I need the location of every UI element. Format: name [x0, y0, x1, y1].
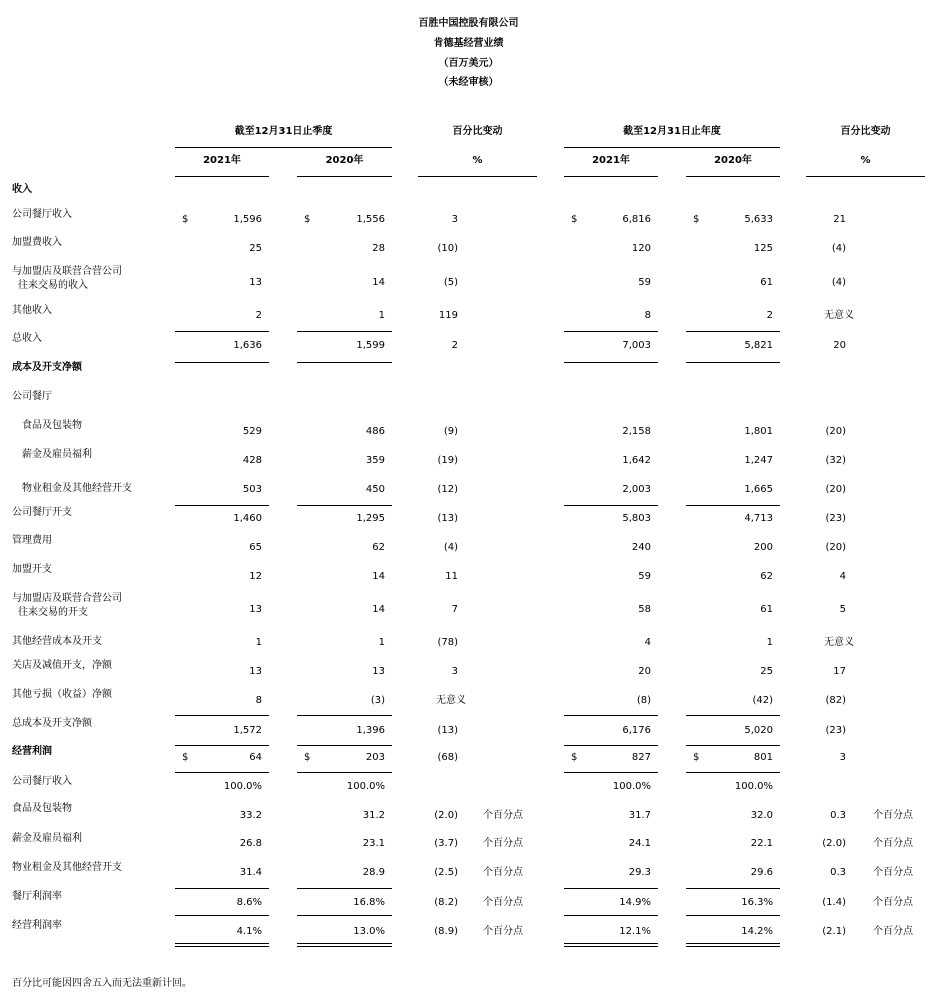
- pct-change-cell: (2.5): [434, 867, 458, 878]
- table-cell: 64: [249, 752, 262, 763]
- pct-change-cell: 3: [839, 752, 846, 763]
- table-cell: 62: [760, 571, 773, 582]
- row-label: 管理费用: [12, 535, 52, 546]
- row-label-line2: 往来交易的开支: [18, 607, 88, 618]
- table-cell: 240: [631, 542, 651, 553]
- table-cell: 14: [372, 571, 385, 582]
- table-cell: 20: [638, 666, 651, 677]
- table-cell: 26.8: [239, 838, 262, 849]
- row-label: 其他亏损（收益）净额: [12, 689, 112, 700]
- row-label: 收入: [12, 184, 32, 195]
- pct-change-cell: (23): [825, 725, 846, 736]
- table-cell: 61: [760, 604, 773, 615]
- table-cell: 529: [242, 426, 262, 437]
- table-cell: 2: [255, 310, 262, 321]
- table-cell: 31.2: [362, 810, 385, 821]
- table-cell: 6,816: [622, 214, 651, 225]
- currency-symbol: $: [304, 214, 311, 225]
- table-cell: 1,801: [744, 426, 773, 437]
- ppt-unit-label: 个百分点: [483, 838, 523, 849]
- table-cell: 200: [753, 542, 773, 553]
- pct-change-cell: (68): [437, 752, 458, 763]
- table-cell: 503: [242, 484, 262, 495]
- table-cell: 16.3%: [741, 897, 773, 908]
- table-cell: 1: [766, 637, 773, 648]
- table-cell: 359: [365, 455, 385, 466]
- table-cell: 29.3: [628, 867, 651, 878]
- pct-change-cell: (8.9): [434, 926, 458, 937]
- table-cell: 1,642: [622, 455, 651, 466]
- table-cell: 1: [255, 637, 262, 648]
- table-cell: 5,020: [744, 725, 773, 736]
- row-label: 食品及包装物: [12, 803, 72, 814]
- table-cell: 62: [372, 542, 385, 553]
- table-cell: 801: [753, 752, 773, 763]
- table-cell: 1: [378, 637, 385, 648]
- table-cell: 28: [372, 243, 385, 254]
- table-cell: 827: [631, 752, 651, 763]
- table-cell: 16.8%: [353, 897, 385, 908]
- ppt-unit-label: 个百分点: [483, 810, 523, 821]
- pct-change-cell: 无意义: [824, 310, 854, 321]
- currency-symbol: $: [693, 214, 700, 225]
- row-label: 薪金及雇员福利: [12, 833, 82, 844]
- pct-change-cell: (13): [437, 513, 458, 524]
- table-cell: 14: [372, 604, 385, 615]
- table-cell: 23.1: [362, 838, 385, 849]
- row-label: 经营利润率: [12, 920, 62, 931]
- ppt-unit-label: 个百分点: [873, 810, 913, 821]
- table-cell: 12.1%: [619, 926, 651, 937]
- row-label: 公司餐厅: [12, 391, 52, 402]
- table-cell: 4.1%: [236, 926, 262, 937]
- row-label: 成本及开支净额: [12, 362, 82, 373]
- table-cell: 120: [631, 243, 651, 254]
- table-cell: 203: [365, 752, 385, 763]
- table-cell: 32.0: [750, 810, 773, 821]
- quarter-group-header: 截至12月31日止季度: [234, 126, 333, 137]
- table-cell: 2,158: [622, 426, 651, 437]
- year-group-header: 截至12月31日止年度: [623, 126, 721, 137]
- table-cell: 61: [760, 277, 773, 288]
- table-cell: 2,003: [622, 484, 651, 495]
- pct-change-cell: (4): [831, 243, 846, 254]
- pct-change-cell: (4): [443, 542, 458, 553]
- table-cell: 8.6%: [236, 897, 262, 908]
- table-cell: 1,295: [356, 513, 385, 524]
- ppt-unit-label: 个百分点: [873, 897, 913, 908]
- pct-change-cell: 0.3: [830, 810, 846, 821]
- pct-change-cell: (2.0): [822, 838, 846, 849]
- y2020-header: 2020年: [714, 155, 752, 166]
- currency-symbol: $: [182, 752, 189, 763]
- table-cell: 31.7: [628, 810, 651, 821]
- table-cell: (8): [636, 695, 651, 706]
- pct-change-cell: (8.2): [434, 897, 458, 908]
- table-cell: 1,665: [744, 484, 773, 495]
- table-cell: 100.0%: [734, 781, 773, 792]
- table-cell: 1: [378, 310, 385, 321]
- pct-change-cell: 2: [451, 340, 458, 351]
- pct-change-cell: (10): [437, 243, 458, 254]
- table-cell: 24.1: [628, 838, 651, 849]
- table-cell: 5,633: [744, 214, 773, 225]
- pct-change-cell: 11: [445, 571, 458, 582]
- table-cell: 13.0%: [353, 926, 385, 937]
- ppt-unit-label: 个百分点: [483, 897, 523, 908]
- table-cell: 428: [242, 455, 262, 466]
- ppt-unit-label: 个百分点: [873, 926, 913, 937]
- table-cell: 1,572: [233, 725, 262, 736]
- table-cell: 4,713: [744, 513, 773, 524]
- row-label: 食品及包装物: [22, 420, 82, 431]
- row-label: 薪金及雇员福利: [22, 449, 92, 460]
- table-cell: 2: [766, 310, 773, 321]
- table-cell: 29.6: [750, 867, 773, 878]
- quarter-pct-header: 百分比变动: [452, 126, 503, 137]
- q-pct-symbol: %: [472, 155, 483, 166]
- currency-symbol: $: [182, 214, 189, 225]
- q2020-header: 2020年: [325, 155, 364, 166]
- pct-change-cell: 无意义: [824, 637, 854, 648]
- row-label: 餐厅利润率: [12, 891, 62, 902]
- table-cell: 6,176: [622, 725, 651, 736]
- table-cell: 13: [249, 666, 262, 677]
- currency-symbol: $: [304, 752, 311, 763]
- pct-change-cell: 119: [438, 310, 458, 321]
- currency-symbol: $: [693, 752, 700, 763]
- row-label: 公司餐厅收入: [12, 209, 72, 220]
- table-cell: 1,247: [744, 455, 773, 466]
- row-label: 其他经营成本及开支: [12, 636, 102, 647]
- ppt-unit-label: 个百分点: [483, 926, 523, 937]
- row-label: 公司餐厅收入: [12, 776, 72, 787]
- pct-change-cell: (20): [825, 426, 846, 437]
- footnote: 百分比可能因四舍五入而无法重新计回。: [12, 978, 192, 989]
- table-cell: 12: [249, 571, 262, 582]
- currency-symbol: $: [571, 752, 578, 763]
- table-cell: 14: [372, 277, 385, 288]
- pct-change-cell: (9): [443, 426, 458, 437]
- table-cell: 100.0%: [223, 781, 262, 792]
- table-cell: 8: [644, 310, 651, 321]
- table-cell: 13: [249, 604, 262, 615]
- table-cell: 59: [638, 277, 651, 288]
- pct-change-cell: 3: [451, 666, 458, 677]
- table-cell: 13: [249, 277, 262, 288]
- table-cell: 25: [760, 666, 773, 677]
- pct-change-cell: 3: [451, 214, 458, 225]
- pct-change-cell: (20): [825, 484, 846, 495]
- table-cell: 1,636: [233, 340, 262, 351]
- table-cell: 14.9%: [619, 897, 651, 908]
- table-cell: 1,596: [233, 214, 262, 225]
- pct-change-cell: (4): [831, 277, 846, 288]
- y-pct-symbol: %: [860, 155, 871, 166]
- pct-change-cell: (20): [825, 542, 846, 553]
- table-cell: 450: [365, 484, 385, 495]
- table-cell: 59: [638, 571, 651, 582]
- pct-change-cell: 7: [451, 604, 458, 615]
- pct-change-cell: (19): [437, 455, 458, 466]
- table-cell: 100.0%: [346, 781, 385, 792]
- currency-unit: （百万美元）: [438, 58, 499, 69]
- q2021-header: 2021年: [203, 155, 241, 166]
- row-label: 加盟开支: [12, 564, 52, 575]
- table-cell: 4: [644, 637, 651, 648]
- pct-change-cell: (3.7): [434, 838, 458, 849]
- y2021-header: 2021年: [592, 155, 630, 166]
- table-cell: (42): [752, 695, 773, 706]
- row-label: 经营利润: [12, 746, 52, 757]
- pct-change-cell: (5): [443, 277, 458, 288]
- pct-change-cell: 20: [833, 340, 846, 351]
- pct-change-cell: (23): [825, 513, 846, 524]
- pct-change-cell: (2.0): [434, 810, 458, 821]
- row-label: 其他收入: [12, 305, 52, 316]
- currency-symbol: $: [571, 214, 578, 225]
- row-label: 与加盟店及联营合营公司: [12, 266, 122, 277]
- table-cell: 33.2: [239, 810, 262, 821]
- pct-change-cell: (82): [825, 695, 846, 706]
- table-cell: 7,003: [622, 340, 651, 351]
- ppt-unit-label: 个百分点: [483, 867, 523, 878]
- table-cell: 125: [753, 243, 773, 254]
- pct-change-cell: (78): [437, 637, 458, 648]
- row-label: 关店及减值开支，净额: [12, 660, 112, 671]
- table-cell: 65: [249, 542, 262, 553]
- table-cell: 100.0%: [612, 781, 651, 792]
- table-cell: 13: [372, 666, 385, 677]
- ppt-unit-label: 个百分点: [873, 867, 913, 878]
- pct-change-cell: (13): [437, 725, 458, 736]
- table-cell: (3): [370, 695, 385, 706]
- row-label: 公司餐厅开支: [12, 507, 72, 518]
- row-label: 与加盟店及联营合营公司: [12, 593, 122, 604]
- pct-change-cell: 21: [833, 214, 846, 225]
- row-label: 加盟费收入: [12, 237, 62, 248]
- table-cell: 5,821: [744, 340, 773, 351]
- company-name: 百胜中国控股有限公司: [418, 18, 519, 29]
- row-label-line2: 往来交易的收入: [18, 280, 88, 291]
- pct-change-cell: 5: [839, 604, 846, 615]
- row-label: 总收入: [12, 333, 42, 344]
- table-cell: 486: [365, 426, 385, 437]
- row-label: 物业租金及其他经营开支: [22, 483, 132, 494]
- table-cell: 22.1: [750, 838, 773, 849]
- table-cell: 1,556: [356, 214, 385, 225]
- pct-change-cell: (32): [825, 455, 846, 466]
- year-pct-header: 百分比变动: [840, 126, 891, 137]
- table-cell: 5,803: [622, 513, 651, 524]
- report-title: 肯德基经营业绩: [433, 38, 504, 49]
- pct-change-cell: (12): [437, 484, 458, 495]
- table-cell: 1,599: [356, 340, 385, 351]
- pct-change-cell: (2.1): [822, 926, 846, 937]
- table-cell: 1,396: [356, 725, 385, 736]
- ppt-unit-label: 个百分点: [873, 838, 913, 849]
- audit-note: （未经审核）: [438, 77, 499, 88]
- table-cell: 25: [249, 243, 262, 254]
- table-cell: 58: [638, 604, 651, 615]
- pct-change-cell: 17: [833, 666, 846, 677]
- row-label: 总成本及开支净额: [12, 718, 92, 729]
- table-cell: 14.2%: [741, 926, 773, 937]
- table-cell: 28.9: [362, 867, 385, 878]
- pct-change-cell: 4: [839, 571, 846, 582]
- pct-change-cell: 0.3: [830, 867, 846, 878]
- table-cell: 8: [255, 695, 262, 706]
- table-cell: 1,460: [233, 513, 262, 524]
- pct-change-cell: (1.4): [822, 897, 846, 908]
- row-label: 物业租金及其他经营开支: [12, 862, 122, 873]
- table-cell: 31.4: [239, 867, 262, 878]
- pct-change-cell: 无意义: [436, 695, 466, 706]
